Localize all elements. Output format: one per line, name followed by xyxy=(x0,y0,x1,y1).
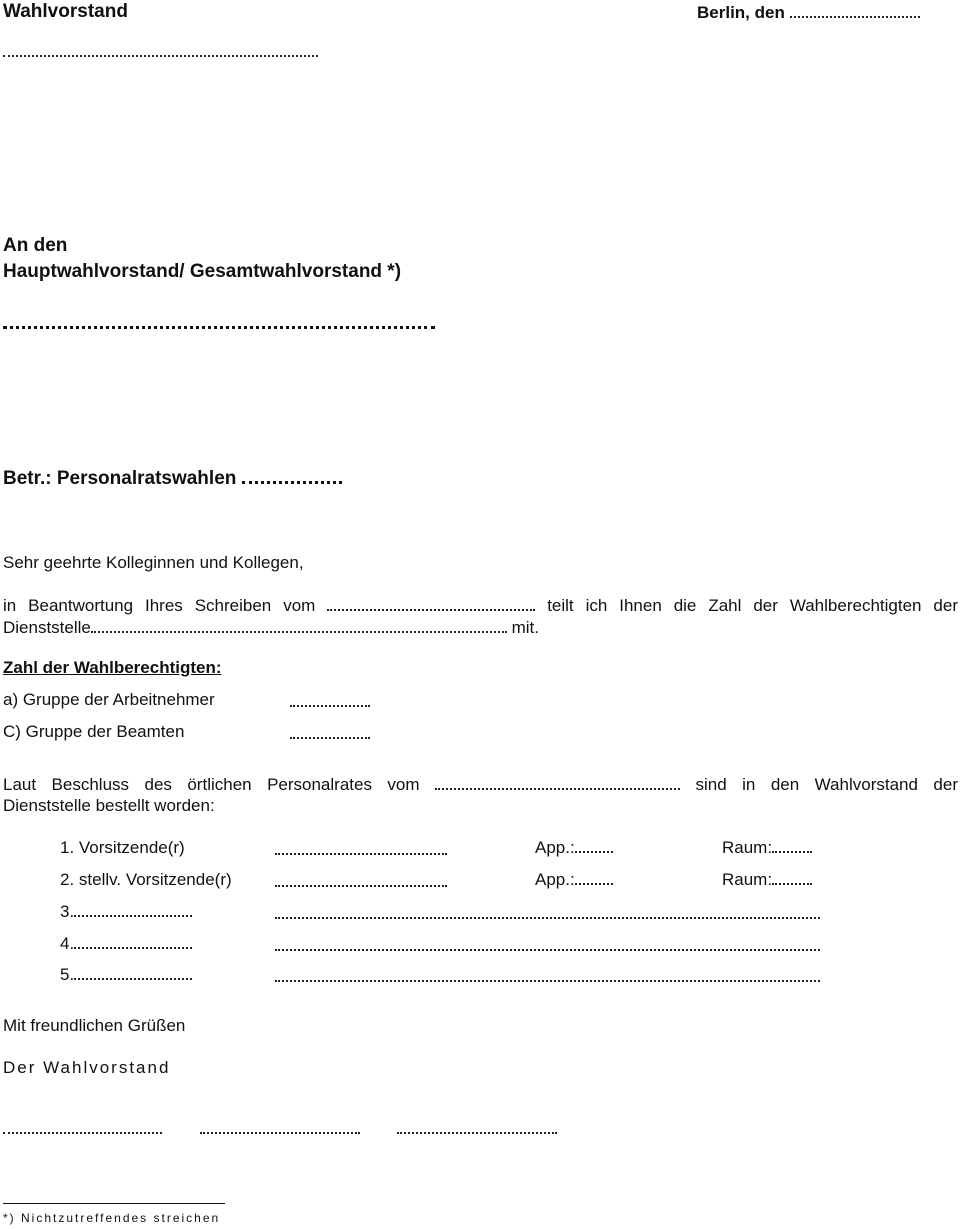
member-5-label xyxy=(60,966,192,983)
subject-line xyxy=(3,469,342,488)
member-1-name-blank[interactable] xyxy=(275,853,447,855)
raum-label: Raum: xyxy=(722,838,773,857)
p2-text-1: Laut Beschluss des örtlichen Personalrates vom xyxy=(3,775,420,794)
p1-text-3: Dienststelle xyxy=(3,618,91,637)
member-4-name-blank[interactable] xyxy=(275,949,820,951)
member-1-app-blank[interactable] xyxy=(575,850,613,853)
member-4-role-blank[interactable] xyxy=(74,946,192,949)
p2-text-2: sind in den Wahlvorstand der xyxy=(695,775,958,794)
subject-blank[interactable] xyxy=(242,480,342,484)
paragraph-2-line2: Dienststelle bestellt worden: xyxy=(3,796,215,815)
paragraph-2-line1 xyxy=(3,776,958,793)
recipient-line2: Hauptwahlvorstand/ Gesamtwahlvorstand *) xyxy=(3,261,402,282)
place-date xyxy=(697,4,920,21)
dienststelle-blank[interactable] xyxy=(91,630,507,633)
salutation: Sehr geehrte Kolleginnen und Kollegen, xyxy=(3,553,304,572)
app-label: App.: xyxy=(535,838,575,857)
app-label: App.: xyxy=(535,870,575,889)
p1-text-4: mit. xyxy=(511,618,539,637)
member-2-raum xyxy=(722,871,812,888)
signature-heading: Der Wahlvorstand xyxy=(3,1058,171,1077)
place-date-label: Berlin, den xyxy=(697,3,785,22)
member-1-app xyxy=(535,839,613,856)
member-1-label: 1. Vorsitzende(r) xyxy=(60,838,185,857)
member-4-label xyxy=(60,935,192,952)
p1-text-1: in Beantwortung Ihres Schreiben vom xyxy=(3,596,316,615)
closing: Mit freundlichen Grüßen xyxy=(3,1016,186,1035)
member-2-name-blank[interactable] xyxy=(275,885,447,887)
member-2-app-blank[interactable] xyxy=(575,882,613,885)
member-2-label: 2. stellv. Vorsitzende(r) xyxy=(60,870,232,889)
member-1-raum xyxy=(722,839,812,856)
member-3-name-blank[interactable] xyxy=(275,917,820,919)
member-5-role-blank[interactable] xyxy=(74,977,192,980)
footnote: *) Nichtzutreffendes streichen xyxy=(3,1211,221,1225)
member-5-name-blank[interactable] xyxy=(275,980,820,982)
member-3-number: 3. xyxy=(60,902,75,921)
p1-text-2: teilt ich Ihnen die Zahl der Wahlberechtigten der xyxy=(547,596,958,615)
member-4-number: 4. xyxy=(60,934,75,953)
group-a-label: a) Gruppe der Arbeitnehmer xyxy=(3,690,215,709)
signature-blank-2[interactable] xyxy=(200,1132,360,1134)
signature-blank-3[interactable] xyxy=(397,1132,557,1134)
member-5-number: 5. xyxy=(60,965,75,984)
group-c-label: C) Gruppe der Beamten xyxy=(3,722,185,741)
signature-blank-1[interactable] xyxy=(3,1132,162,1134)
raum-label: Raum: xyxy=(722,870,773,889)
count-heading: Zahl der Wahlberechtigten: xyxy=(3,658,222,677)
member-3-role-blank[interactable] xyxy=(74,914,192,917)
date-blank[interactable] xyxy=(790,15,920,18)
paragraph-1-line1 xyxy=(3,597,958,614)
letter-date-blank[interactable] xyxy=(327,608,535,611)
member-1-raum-blank[interactable] xyxy=(772,850,812,853)
footnote-divider xyxy=(3,1203,225,1204)
subject-text: Betr.: Personalratswahlen xyxy=(3,468,237,489)
sender-address-blank[interactable] xyxy=(3,55,318,57)
decision-date-blank[interactable] xyxy=(435,787,680,790)
member-2-app xyxy=(535,871,613,888)
paragraph-1-line2 xyxy=(3,619,539,636)
group-c-count-blank[interactable] xyxy=(290,737,370,739)
member-3-label xyxy=(60,903,192,920)
recipient-line1: An den xyxy=(3,235,68,256)
member-2-raum-blank[interactable] xyxy=(772,882,812,885)
sender-heading: Wahlvorstand xyxy=(3,1,128,22)
group-a-count-blank[interactable] xyxy=(290,705,370,707)
recipient-address-blank[interactable] xyxy=(3,326,435,329)
